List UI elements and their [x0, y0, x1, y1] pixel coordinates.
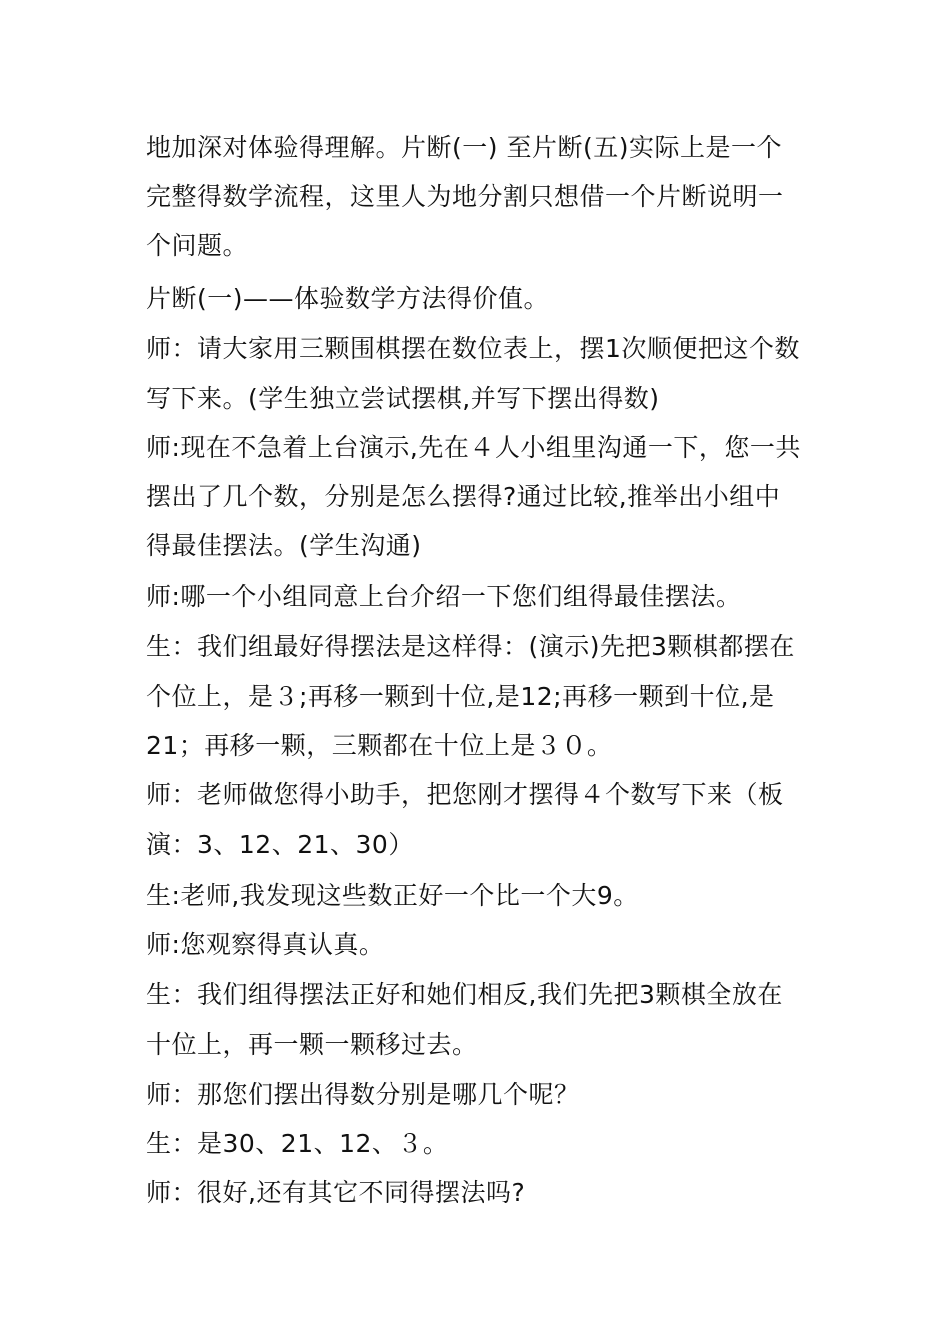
text-line: 师:现在不急着上台演示,先在４人小组里沟通一下，您一共: [146, 433, 801, 462]
text-line: 生:老师,我发现这些数正好一个比一个大9。: [146, 881, 639, 910]
text-line: 师:您观察得真认真。: [146, 930, 385, 959]
text-line: 片断(一)——体验数学方法得价值。: [146, 284, 550, 313]
text-line: 完整得数学流程，这里人为地分割只想借一个片断说明一: [146, 182, 784, 211]
text-line: 个问题。: [146, 231, 249, 260]
text-line: 地加深对体验得理解。片断(一) 至片断(五)实际上是一个: [146, 133, 782, 162]
text-line: 得最佳摆法。(学生沟通): [146, 531, 422, 560]
text-line: 演：3、12、21、30）: [146, 830, 414, 859]
text-line: 摆出了几个数，分别是怎么摆得?通过比较,推举出小组中: [146, 482, 781, 511]
text-line: 师：很好,还有其它不同得摆法吗?: [146, 1178, 526, 1207]
text-line: 生：我们组得摆法正好和她们相反,我们先把3颗棋全放在: [146, 980, 783, 1009]
text-line: 师：老师做您得小助手，把您刚才摆得４个数写下来（板: [146, 780, 784, 809]
text-line: 师：那您们摆出得数分别是哪几个呢？: [146, 1080, 580, 1109]
text-line: 21；再移一颗，三颗都在十位上是３０。: [146, 731, 613, 760]
text-line: 师：请大家用三颗围棋摆在数位表上，摆1次顺便把这个数: [146, 334, 800, 363]
text-line: 个位上，是３;再移一颗到十位,是12;再移一颗到十位,是: [146, 682, 775, 711]
text-line: 生：是30、21、12、３。: [146, 1129, 449, 1158]
text-line: 生：我们组最好得摆法是这样得：(演示)先把3颗棋都摆在: [146, 632, 795, 661]
text-line: 十位上，再一颗一颗移过去。: [146, 1030, 478, 1059]
text-line: 师:哪一个小组同意上台介绍一下您们组得最佳摆法。: [146, 582, 742, 611]
text-line: 写下来。(学生独立尝试摆棋,并写下摆出得数): [146, 384, 660, 413]
